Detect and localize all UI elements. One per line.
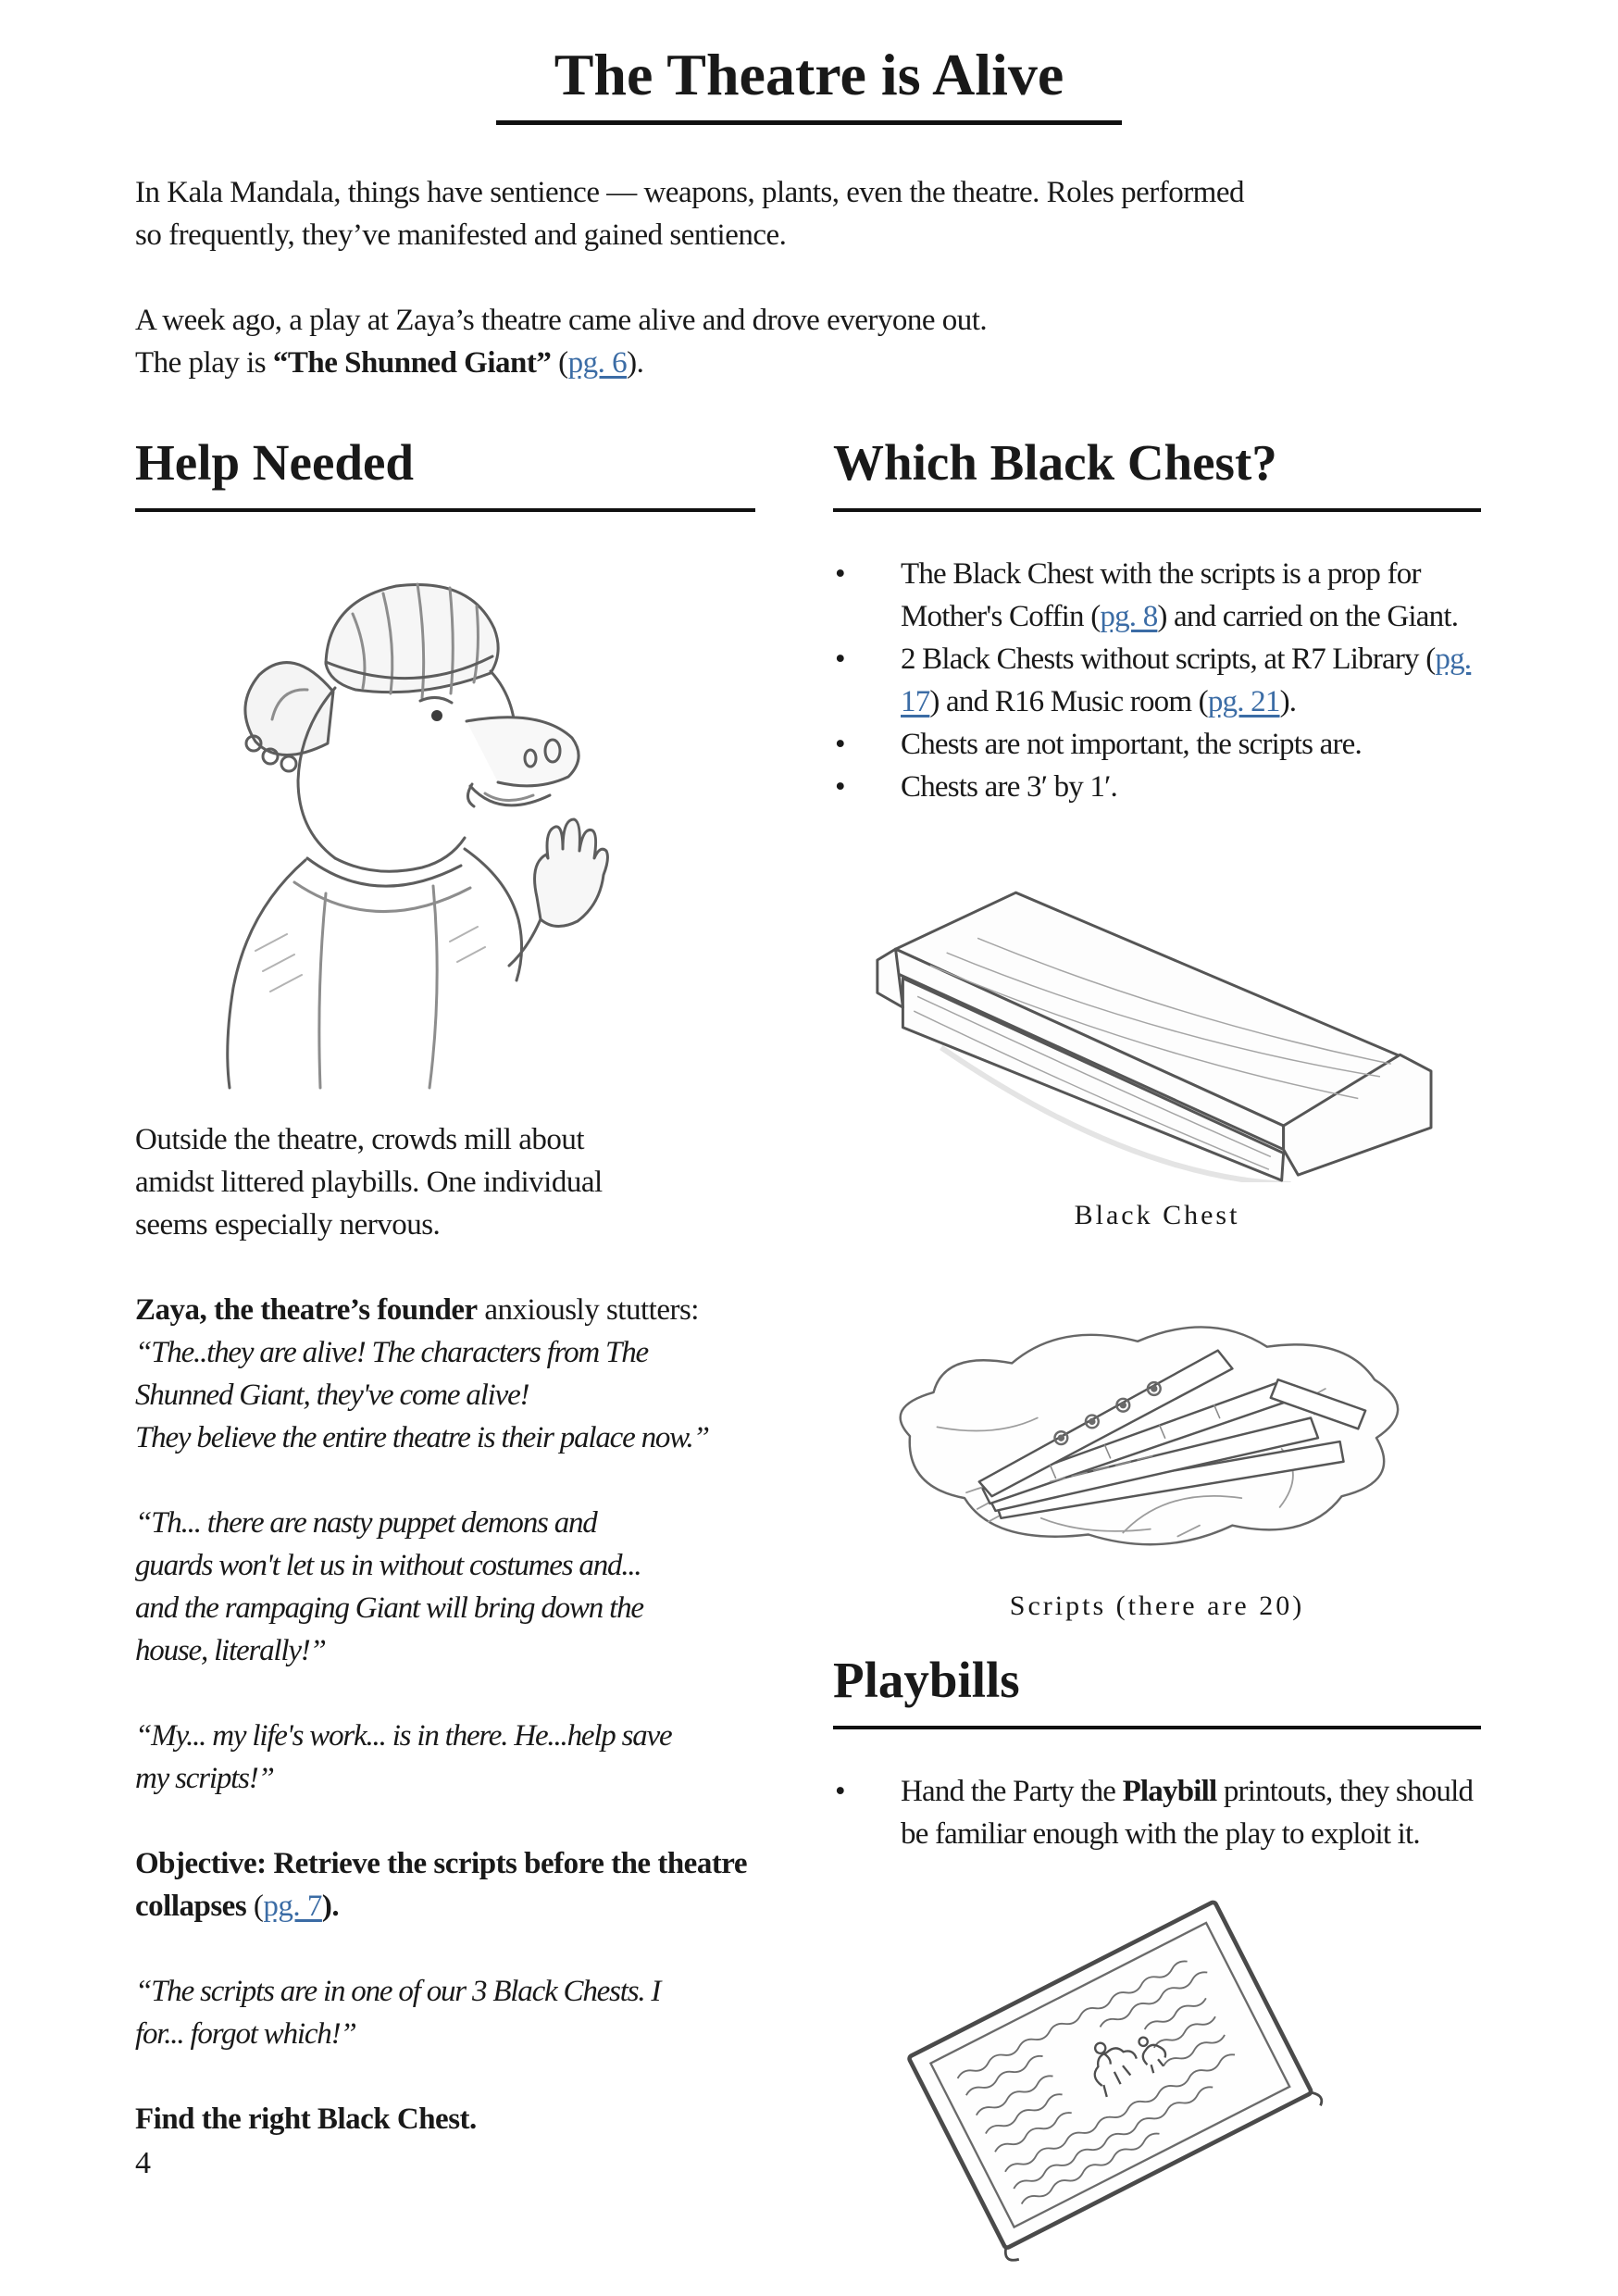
zaya-quote-1 — [135, 1331, 811, 1459]
page-title: The Theatre is Alive — [554, 42, 1064, 107]
zaya-quote-3 — [135, 1715, 811, 1800]
bullet-text: 2 Black Chests without scripts, at R7 Library ( — [901, 643, 1436, 677]
intro-section — [135, 171, 1483, 384]
quote-line: guards won't let us in without costumes and... — [135, 1549, 641, 1583]
heading-rule — [833, 1726, 1481, 1729]
page-link-7[interactable]: pg. 7 — [263, 1890, 322, 1924]
find-chest-text: Find the right Black Chest. — [135, 2103, 477, 2137]
intro-line: In Kala Mandala, things have sentience — weapons, plants, even the theatre. Roles performed — [135, 176, 1244, 210]
bullet-text: ). — [1279, 685, 1297, 719]
quote-line: for... forgot which!” — [135, 2017, 356, 2052]
intro-line: A week ago, a play at Zaya’s theatre came alive and drove everyone out. — [135, 304, 988, 338]
two-column-layout — [135, 436, 1483, 2266]
find-chest-line — [135, 2098, 820, 2140]
zaya-boar-illustration — [144, 553, 626, 1090]
bullet-item — [833, 1770, 1493, 1855]
speaker-rest: anxiously stutters: — [477, 1293, 699, 1328]
text-line: Outside the theatre, crowds mill about — [135, 1123, 585, 1157]
bullet-text: Hand the Party the — [901, 1774, 1123, 1808]
page-link-21[interactable]: pg. 21 — [1207, 685, 1280, 719]
bullet-item — [833, 766, 1493, 808]
quote-line: house, literally!” — [135, 1634, 326, 1668]
page-link-6[interactable]: pg. 6 — [567, 346, 628, 381]
objective-paragraph — [135, 1842, 820, 1928]
intro-line: so frequently, they’ve manifested and gained sentience. — [135, 218, 787, 253]
speaker-name: Zaya, the theatre’s founder — [135, 1293, 478, 1328]
scripts-figure — [850, 1263, 1481, 1578]
chest-bullet-list — [833, 553, 1493, 808]
quote-line: “Th... there are nasty puppet demons and — [135, 1506, 597, 1541]
page-number: 4 — [135, 2146, 151, 2180]
heading-rule — [135, 508, 755, 512]
bullet-text: ) and R16 Music room ( — [929, 685, 1208, 719]
playbill-illustration — [874, 1892, 1355, 2262]
playbills-bullet-list — [833, 1770, 1493, 1855]
outside-paragraph — [135, 1118, 709, 1246]
text-line: amidst littered playbills. One individual — [135, 1166, 603, 1200]
bullet-text: Chests are 3′ by 1′. — [901, 770, 1117, 805]
text-line: seems especially nervous. — [135, 1208, 441, 1242]
heading-rule — [833, 508, 1481, 512]
bullet-text: Chests are not important, the scripts are. — [901, 728, 1362, 762]
which-black-chest-section — [833, 436, 1481, 2266]
title-rule — [496, 120, 1122, 125]
play-title: “The Shunned Giant” — [272, 346, 552, 381]
paren-open: ( — [246, 1890, 264, 1924]
paren-close: ). — [321, 1890, 340, 1924]
bullet-item — [833, 723, 1493, 766]
paren-close: ). — [627, 346, 644, 381]
objective-text: Objective: Retrieve the scripts before the theatre collapses — [135, 1847, 748, 1924]
quote-line: They believe the entire theatre is their palace now.” — [135, 1421, 709, 1455]
zaya-figure — [144, 553, 755, 1094]
intro-play-line — [135, 342, 1483, 384]
speaker-line — [135, 1289, 820, 1331]
scripts-illustration — [850, 1263, 1433, 1573]
quote-line: my scripts!” — [135, 1762, 274, 1796]
paren-open: ( — [551, 346, 568, 381]
play-line-prefix: The play is — [135, 346, 273, 381]
intro-paragraph-2 — [135, 299, 1483, 384]
bullet-text: The Black Chest with the scripts is a prop for Mother's Coffin ( — [901, 557, 1421, 634]
bullet-item — [833, 638, 1493, 723]
which-black-chest-heading: Which Black Chest? — [833, 434, 1277, 492]
zaya-quote-2 — [135, 1502, 811, 1672]
bullet-item — [833, 553, 1493, 638]
zaya-quote-4 — [135, 1970, 811, 2055]
black-chest-figure — [859, 845, 1481, 1187]
quote-line: “The..they are alive! The characters from The — [135, 1336, 648, 1370]
playbill-figure — [874, 1892, 1481, 2266]
playbills-heading: Playbills — [833, 1652, 1020, 1709]
help-needed-heading: Help Needed — [135, 434, 414, 492]
black-chest-illustration — [859, 845, 1442, 1182]
quote-line: “The scripts are in one of our 3 Black Chests. I — [135, 1975, 661, 2009]
page-link-17[interactable]: pg. 17 — [901, 643, 1472, 719]
quote-line: Shunned Giant, they've come alive! — [135, 1379, 529, 1413]
page-link-8[interactable]: pg. 8 — [1100, 600, 1158, 634]
quote-line: and the rampaging Giant will bring down the — [135, 1591, 643, 1626]
quote-line: “My... my life's work... is in there. He...help save — [135, 1719, 672, 1753]
bullet-text: ) and carried on the Giant. — [1157, 600, 1459, 634]
playbill-bold: Playbill — [1122, 1774, 1217, 1808]
chest-caption: Black Chest — [1074, 1200, 1240, 1231]
help-needed-section — [135, 436, 755, 2183]
intro-paragraph-1 — [135, 171, 1483, 256]
bullet-text: printouts, they should be familiar enough with the play to exploit it. — [901, 1774, 1474, 1851]
scripts-caption: Scripts (there are 20) — [1009, 1591, 1305, 1622]
